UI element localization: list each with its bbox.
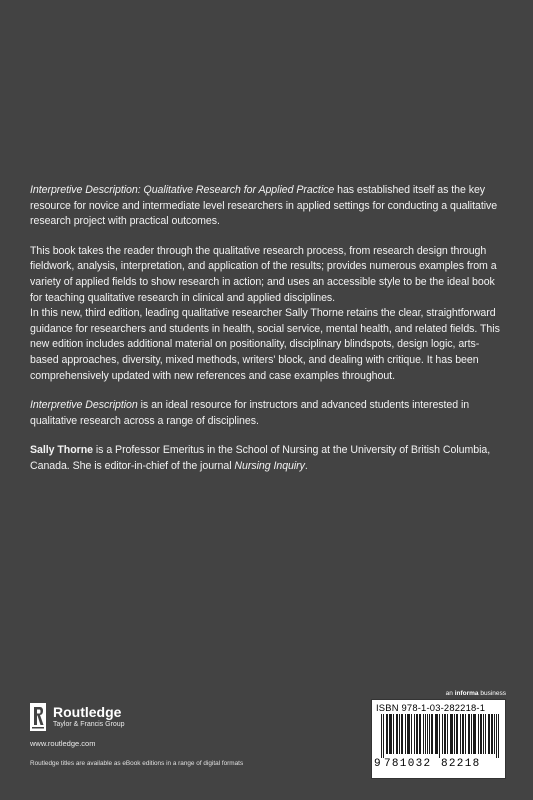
barcode-bar <box>442 714 443 754</box>
barcode-bar <box>488 714 489 754</box>
book-title-short-italic: Interpretive Description <box>30 399 138 412</box>
barcode-bar <box>407 714 408 754</box>
barcode-bar <box>381 714 382 758</box>
barcode-bar <box>457 714 458 754</box>
blurb-process-text: This book takes the reader through the qualitative research process, from research design through fieldwork, analysis, interpretation, and application of the results; provides numerous examples from a variety of applied fields to show research in action; and uses an accessible style to be the ideal book for teaching qualitative research in clinical and applied disciplines. <box>30 244 497 304</box>
barcode-bar <box>387 714 388 754</box>
barcode-bar <box>436 714 437 754</box>
barcode-digit-first: 9 <box>374 758 382 770</box>
blurb-paragraph-process <box>30 244 506 306</box>
barcode-bar <box>389 714 390 754</box>
barcode-bar <box>491 714 492 754</box>
blurb-intro-text: has established itself as the key resource for novice and intermediate level researchers in applied settings for conducting a qualitative research project with practical outcomes. <box>30 184 498 228</box>
barcode-bar <box>454 714 455 754</box>
barcode-bar <box>402 714 403 754</box>
barcode-bar <box>393 714 394 754</box>
barcode-bar <box>496 714 497 758</box>
barcode-bar <box>483 714 484 754</box>
barcode-bar <box>408 714 409 754</box>
barcode-bar <box>498 714 499 758</box>
barcode-bar <box>431 714 432 754</box>
barcode-bar <box>435 714 436 754</box>
barcode-digit-group-left: 781032 <box>384 758 432 770</box>
barcode-bar <box>423 714 424 754</box>
barcode-bar <box>420 714 421 754</box>
barcode-bar <box>494 714 495 754</box>
barcode-bar <box>489 714 490 754</box>
barcode-bar <box>396 714 397 754</box>
barcode-bar <box>409 714 410 754</box>
informa-suffix: business <box>478 690 506 697</box>
barcode-bar <box>414 714 415 754</box>
barcode-bar <box>386 714 387 754</box>
barcode-bar <box>383 714 384 758</box>
barcode-bar <box>475 714 476 754</box>
publisher-website: www.routledge.com <box>30 739 96 748</box>
informa-business-tag <box>446 690 506 697</box>
isbn-barcode <box>371 699 506 779</box>
barcode-bar <box>399 714 400 754</box>
barcode-bar <box>427 714 428 754</box>
barcode-bar <box>468 714 469 754</box>
barcode-bar <box>473 714 474 754</box>
barcode-bar <box>460 714 461 754</box>
barcode-bar <box>474 714 475 754</box>
barcode-bar <box>469 714 470 754</box>
barcode-bar <box>492 714 493 754</box>
publisher-name: Routledge <box>53 704 122 720</box>
barcode-bar <box>411 714 412 754</box>
barcode-bar <box>450 714 451 754</box>
barcode-bar <box>437 714 438 754</box>
blurb-resource-text: is an ideal resource for instructors and advanced students interested in qualitative research across a range of disciplines. <box>30 399 470 427</box>
barcode-bar <box>416 714 417 754</box>
barcode-bar <box>425 714 426 754</box>
barcode-bar <box>480 714 481 754</box>
barcode-bar <box>485 714 486 754</box>
barcode-bar <box>429 714 430 754</box>
author-bio-text: is a Professor Emeritus in the School of Nursing at the University of British Columbia, Canada. She is editor-in-chief of the journal <box>30 444 491 472</box>
book-title-italic: Interpretive Description: Qualitative Research for Applied Practice <box>30 184 335 196</box>
author-bio <box>30 443 506 474</box>
barcode-bar <box>405 714 406 754</box>
barcode-bar <box>391 714 392 754</box>
barcode-bar <box>419 714 420 754</box>
barcode-bar <box>397 714 398 754</box>
barcode-bar <box>463 714 464 754</box>
blurb-paragraph-resource <box>30 398 506 429</box>
barcode-bar <box>401 714 402 754</box>
barcode-bar <box>439 714 440 758</box>
barcode-bar <box>417 714 418 754</box>
back-cover-blurb <box>30 183 506 489</box>
publisher-logo-block <box>30 703 125 731</box>
blurb-paragraph-edition <box>30 306 506 384</box>
routledge-logo-icon <box>30 703 46 731</box>
publisher-text <box>53 705 125 729</box>
barcode-bar <box>478 714 479 754</box>
barcode-bar <box>462 714 463 754</box>
barcode-bar <box>444 714 445 754</box>
barcode-bar <box>452 714 453 754</box>
blurb-paragraph-intro <box>30 183 506 230</box>
author-bio-end: . <box>304 459 308 472</box>
blurb-edition-text: In this new, third edition, leading qualitative researcher Sally Thorne retains the clear, straightforward guidance for researchers and students in health, social service, mental health, and related fields. This new edition includes additional material on positionality, disciplinary blindspots, design logic, arts-based approaches, diversity, mixed methods, writers' block, and dealing with critique. It has been comprehensively updated with new references and case examples throughout. <box>30 307 500 382</box>
barcode-bar <box>445 714 446 754</box>
barcode-bar <box>471 714 472 754</box>
barcode-bar <box>481 714 482 754</box>
journal-name: Nursing Inquiry <box>234 459 305 472</box>
informa-prefix: an <box>445 690 455 697</box>
publisher-group: Taylor & Francis Group <box>53 721 125 728</box>
barcode-bar <box>451 714 452 754</box>
informa-brand: informa <box>454 690 479 697</box>
barcode-bar <box>456 714 457 754</box>
barcode-bar <box>447 714 448 754</box>
barcode-bar <box>465 714 466 754</box>
barcode-bar <box>390 714 391 754</box>
barcode-bar <box>432 714 433 754</box>
barcode-bars <box>381 714 499 758</box>
barcode-digit-group-right: 82218 <box>441 758 481 770</box>
isbn-label: ISBN 978-1-03-282218-1 <box>376 702 486 713</box>
ebook-note: Routledge titles are available as eBook editions in a range of digital formats <box>30 760 244 767</box>
author-name: Sally Thorne <box>30 444 93 457</box>
